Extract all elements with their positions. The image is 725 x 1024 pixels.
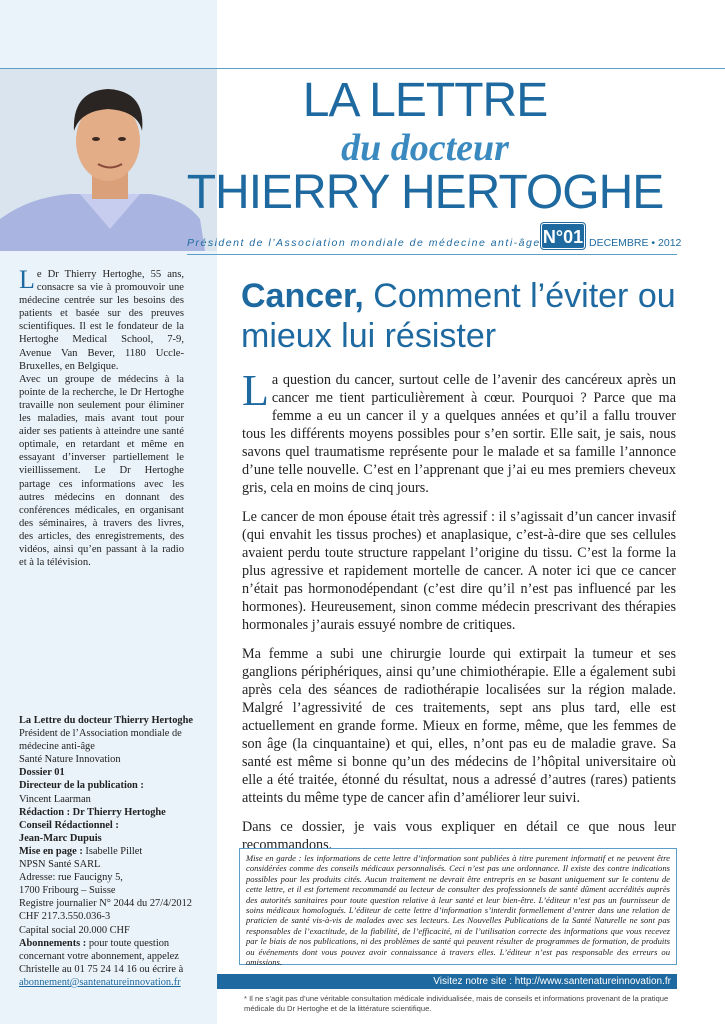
colophon-line: La Lettre du docteur Thierry Hertoghe [19, 715, 194, 726]
headline-strong: Cancer, [241, 277, 364, 315]
colophon-line: 1700 Fribourg – Suisse [19, 885, 116, 897]
article-paragraph-1-text: a question du cancer, surtout celle de l’avenir des cancéreux après un cancer me tient particulièrement à cœur. Pourquoi ? Parce que ma femme a eu un cancer il y a quelques années et qu’il a fallu trouver tous les différents moyens possibles pour s’en sortir. Elle sait, je sais, nous savons quel traumatisme représente pour le malade et sa famille l’annonce d’une telle nouvelle. C’est en l’apprenant que j’ai eu mes premiers cheveux gris, cela en moins de cinq jours. [242, 372, 676, 496]
newsletter-title [170, 76, 680, 218]
title-line-3: THIERRY HERTOGHE [186, 166, 664, 219]
subtitle-rule [187, 254, 677, 255]
colophon-line [19, 845, 209, 858]
bio-dropcap: L [19, 265, 35, 294]
headline-rest: Comment l’éviter ou mieux lui résister [241, 277, 676, 355]
article-paragraph-4: Dans ce dossier, je vais vous expliquer en détail ce que nous leur recommandons. [242, 819, 676, 853]
colophon-line [19, 937, 209, 976]
colophon-line: Adresse: rue Faucigny 5, [19, 872, 123, 884]
colophon-label: Mise en page : [19, 845, 83, 857]
colophon-line: Registre journalier N° 2044 du 27/4/2012 [19, 898, 192, 910]
colophon-line: Santé Nature Innovation [19, 754, 121, 766]
bio-paragraph-2: Avec un groupe de médecins à la pointe de la recherche, le Dr Hertoghe travaille non seulement pour éliminer les maladies, mais avant tout pour aider ses patients à atteindre une santé optimale, en retardant et même en essayant d’inverser partiellement le vieillissement. Le Dr Hertoghe partage ces informations avec les autres médecins en donnant des conférences médicales, en organisant des séminaires, à travers des livres, des articles, des enregistrements, des vidéos, ainsi qu’en passant à la radio et à la télévision. [19, 373, 184, 569]
article-headline [241, 276, 686, 356]
colophon-label: Abonnements : [19, 937, 87, 949]
title-line-1: LA LETTRE [302, 74, 548, 127]
colophon-value: Isabelle Pillet [82, 845, 143, 857]
subscription-email-link[interactable]: abonnement@santenatureinnovation.fr [19, 976, 181, 988]
subtitle: Président de l’Association mondiale de médecine anti-âge [187, 237, 541, 249]
article-paragraph-1 [242, 366, 676, 497]
colophon-line: Conseil Rédactionnel : [19, 819, 119, 831]
colophon-line: Vincent Laarman [19, 793, 91, 805]
colophon-line: Directeur de la publication : [19, 780, 144, 792]
subtitle-bar [187, 227, 682, 253]
article-paragraph-3: Ma femme a subi une chirurgie lourde qui extirpait la tumeur et ses ganglions périphériques, ainsi qu’une chimiothérapie. Elle a également subi après cela des séances de radiothérapie localisées sur la région malade. Malgré l’agressivité de ces traitements, sept ans plus tard, elle est actuellement en grande forme. Mieux en forme, même, que les femmes de son âge (la cinquantaine) et qui, elles, n’ont pas eu de maladie grave. Sa santé est même si bonne qu’un des médecins de l’hôpital universitaire où elle a été traitée, étonné du résultat, nous a adressé d’autres (rares) patients atteints du même type de cancer afin d’améliorer leur suivi. [242, 646, 676, 806]
colophon-line: Rédaction : Dr Thierry Hertoghe [19, 806, 166, 818]
disclaimer-box: Mise en garde : les informations de cette lettre d’information sont publiées à titre purement informatif et ne peuvent être considérées comme des conseils médicaux personnalisés. Ceci n’est pas une ordonnance. Il existe des contre indications possibles pour les produits cités. Aucun traitement ne devrait être entrepris en se basant uniquement sur le contenu de cette lettre, et il est fortement recommandé au lecteur de consulter des professionnels de santé dûment accrédités auprès des autorités sanitaires pour toute question relative à leur santé et leur bien-être. L’éditeur n’est pas un fournisseur de soins médicaux homologués. L’éditeur de cette lettre d’information s’interdit formellement d’entrer dans une relation de praticien de santé vis-à-vis de malades avec ses lecteurs. Les Nouvelles Publications de la Santé Naturelle ne sont pas responsables de l’exactitude, de la fiabilité, de l’efficacité, ni de l’utilisation correcte des informations que vous recevez par le biais de nos publications, ni des problèmes de santé qui peuvent résulter de programmes de formation, de produits ou événements dont vous pouvez avoir connaissance à travers elles. L’éditeur n’est pas responsable des erreurs ou omissions. [239, 848, 677, 965]
title-line-2: du docteur [341, 127, 509, 169]
colophon-line: CHF 217.3.550.036-3 [19, 911, 111, 923]
website-link-bar[interactable]: Visitez notre site : http://www.santenatureinnovation.fr [217, 974, 677, 989]
article-paragraph-2: Le cancer de mon épouse était très agressif : il s’agissait d’un cancer invasif (qui envahit les tissus proches) et anaplasique, c’est-à-dire que ses cellules avaient perdu toute structure rappelant l’origine du tissu. C’est la forme la plus agressive et rapidement mortelle de cancer. A noter ici que ce cancer n’était pas hormonodépendant (c’est dire qu’il n’est pas influencé par les hormones). Heureusement, sinon comme médecin prescrivant des thérapies hormonales j’aurais essuyé nombre de critiques. [242, 509, 676, 633]
issue-number-badge: N°01 [541, 223, 585, 249]
colophon-line: Dossier 01 [19, 767, 65, 779]
issue-date: DECEMBRE • 2012 [589, 237, 682, 249]
bio-paragraph-1: e Dr Thierry Hertoghe, 55 ans, consacre sa vie à promouvoir une médecine centrée sur les besoins des patients et basée sur des preuves scientifiques. Il est le fondateur de la Hertoghe Medical School, 7-9, Avenue Van Bever, 1180 Uccle-Bruxelles, en Belgique. [19, 269, 184, 372]
article-dropcap: L [242, 366, 269, 415]
colophon-line: Capital social 20.000 CHF [19, 924, 130, 936]
footnote: * Il ne s’agit pas d’une véritable consultation médicale individualisée, mais de conseils et informations provenant de la pratique médicale du Dr Hertoghe et de la littérature scientifique. [244, 994, 669, 1013]
colophon [19, 714, 209, 989]
colophon-line: NPSN Santé SARL [19, 859, 101, 871]
author-bio [19, 265, 184, 569]
article-body [242, 366, 676, 865]
colophon-line: Président de l’Association mondiale de médecine anti-âge [19, 728, 182, 753]
colophon-value: pour toute question concernant votre abonnement, appelez Christelle au 01 75 24 14 16 ou écrire à [19, 937, 184, 975]
colophon-line: Jean-Marc Dupuis [19, 832, 102, 844]
